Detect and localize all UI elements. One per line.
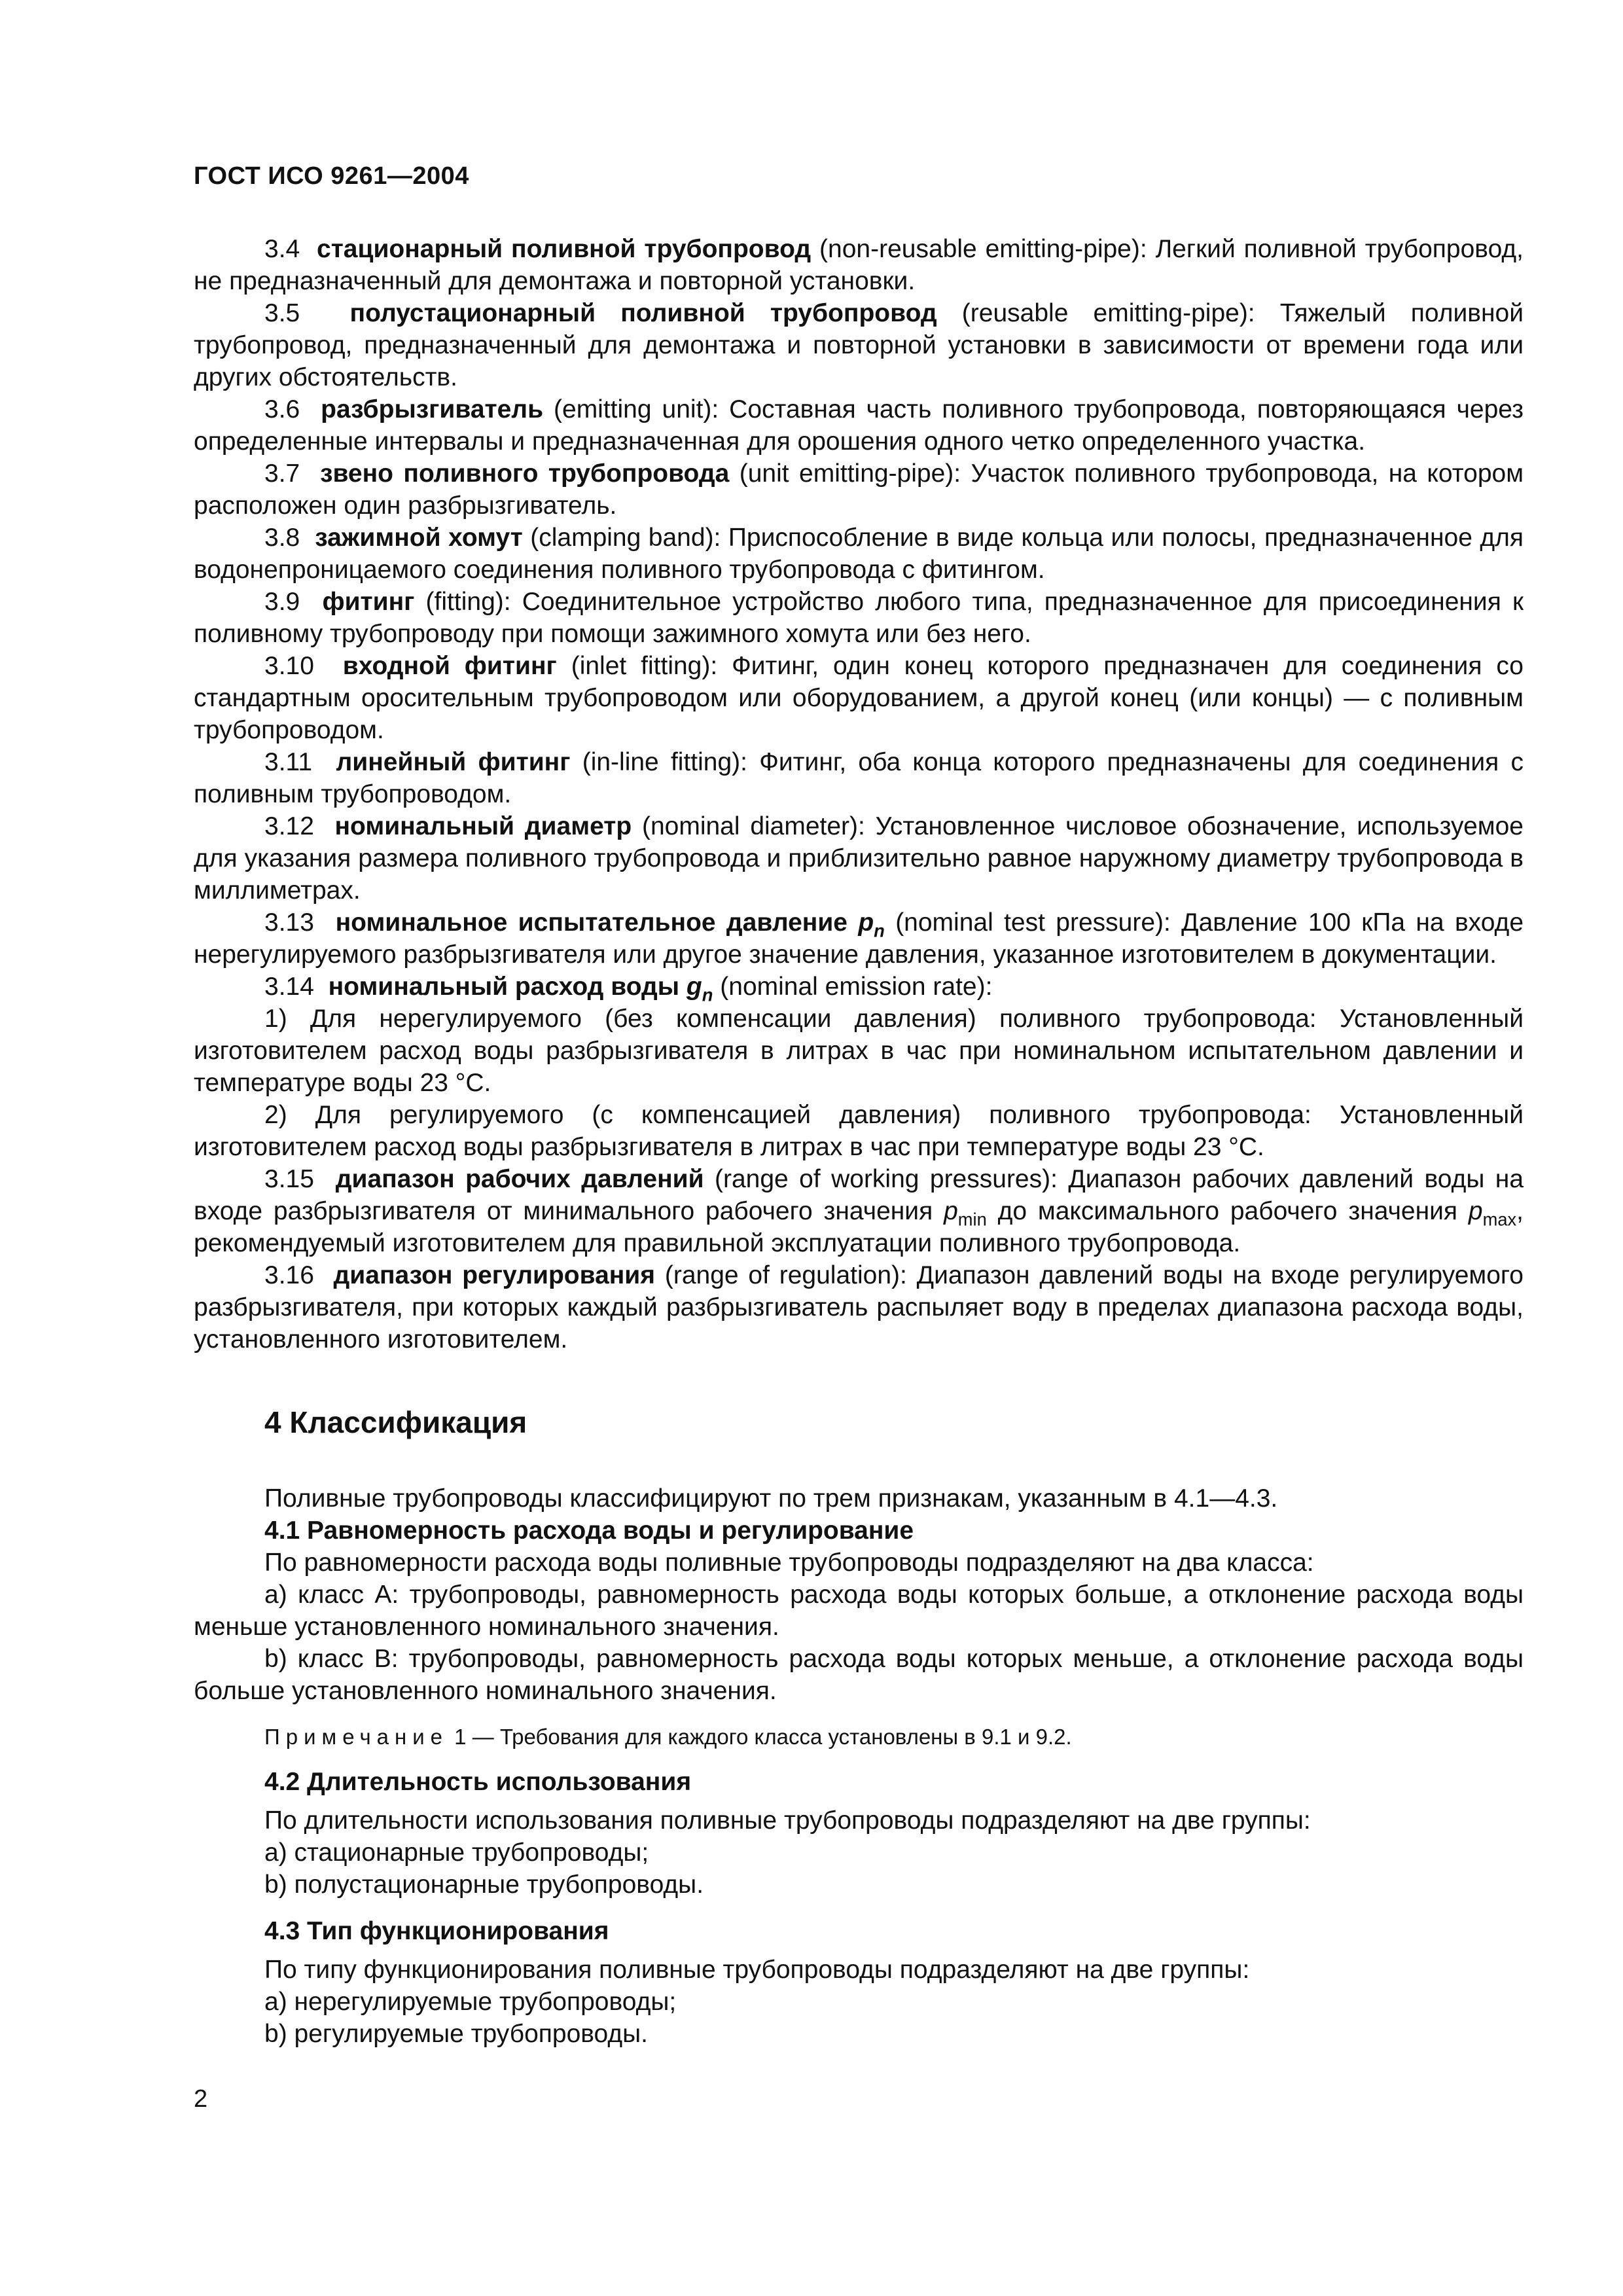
subsection-title-4-3: 4.3 Тип функционирования xyxy=(264,1917,609,1945)
definition-text: до максимального рабочего значения xyxy=(986,1197,1469,1225)
list-item: а) стационарные трубопроводы; xyxy=(264,1839,649,1867)
body-text xyxy=(194,233,1524,2050)
term: полустационарный поливной трубопровод xyxy=(349,299,937,327)
definition-text: (clamping band): Приспособление в виде кольца или полосы, предназначенное для водонепроницаемого соединения поливного трубопровода с фитингом. xyxy=(194,524,1524,584)
clause-number: 3.10 xyxy=(264,652,314,680)
symbol-subscript: max xyxy=(1482,1209,1517,1230)
definition-3-14-item-2: 2) Для регулируемого (с компенсацией давления) поливного трубопровода: Установленный изготовителем расход воды разбрызгивателя в литрах в час при температуре воды 23 °С. xyxy=(194,1101,1524,1161)
clause-number: 3.16 xyxy=(264,1261,314,1289)
term: входной фитинг xyxy=(342,652,557,680)
page-number: 2 xyxy=(194,2085,208,2113)
definition-3-8 xyxy=(194,522,1524,586)
paragraph: По длительности использования поливные трубопроводы подразделяют на две группы: xyxy=(264,1806,1311,1835)
clause-number: 3.5 xyxy=(264,299,300,327)
list-item: b) полустационарные трубопроводы. xyxy=(264,1871,704,1899)
definition-3-10 xyxy=(194,650,1524,746)
definition-text: (reusable emitting-pipe): Тяжелый поливной трубопровод, предназначенный для демонтажа и повторной установки в зависимости от времени года или других обстоятельств. xyxy=(194,299,1524,391)
term: диапазон рабочих давлений xyxy=(335,1165,704,1193)
definition-text: (inlet fitting): Фитинг, один конец которого предназначен для соединения со стандартным оросительным трубопроводом или оборудованием, а другой конец (или концы) — с поливным трубопроводом. xyxy=(194,652,1524,744)
symbol: p xyxy=(944,1197,958,1225)
clause-number: 3.7 xyxy=(264,459,300,488)
term: диапазон регулирования xyxy=(333,1261,656,1289)
definition-3-14 xyxy=(194,971,1524,1003)
definition-3-6 xyxy=(194,393,1524,457)
definition-3-15 xyxy=(194,1163,1524,1259)
term: фитинг xyxy=(322,588,415,616)
definition-text: (nominal emission rate): xyxy=(713,973,993,1001)
clause-number: 3.6 xyxy=(264,395,300,423)
symbol-subscript: n xyxy=(874,920,885,941)
paragraph: По равномерности расхода воды поливные трубопроводы подразделяют на два класса: xyxy=(264,1549,1314,1577)
definition-3-7 xyxy=(194,457,1524,522)
paragraph: По типу функционирования поливные трубопроводы подразделяют на две группы: xyxy=(264,1956,1250,1984)
definition-text: (fitting): Соединительное устройство любого типа, предназначенное для присоединения к поливному трубопроводу при помощи зажимного хомута или без него. xyxy=(194,588,1524,648)
symbol: g xyxy=(686,973,702,1001)
definition-text: (nominal test pressure): Давление 100 кПа на входе нерегулируемого разбрызгивателя или другое значение давления, указанное изготовителем в документации. xyxy=(194,908,1524,969)
definition-text: (non-reusable emitting-pipe): Легкий поливной трубопровод, не предназначенный для демонтажа и повторной установки. xyxy=(194,235,1524,295)
clause-number: 3.4 xyxy=(264,235,300,263)
list-item: b) регулируемые трубопроводы. xyxy=(264,2020,648,2048)
term: стационарный поливной трубопровод xyxy=(317,235,812,263)
note-label: Примечание xyxy=(264,1725,449,1749)
definition-text: (in-line fitting): Фитинг, оба конца которого предназначены для соединения с поливным трубопроводом. xyxy=(194,748,1524,808)
definition-text: , рекомендуемый изготовителем для правильной эксплуатации поливного трубопровода. xyxy=(194,1197,1524,1257)
definition-text: (nominal diameter): Установленное числовое обозначение, используемое для указания размера поливного трубопровода и приблизительно равное наружному диаметру трубопровода в миллиметрах. xyxy=(194,812,1524,905)
term: разбрызгиватель xyxy=(321,395,544,423)
definition-text: (range of regulation): Диапазон давлений воды на входе регулируемого разбрызгивателя, при которых каждый разбрызгиватель распыляет воду в пределах диапазона расхода воды, установленного изготовителем. xyxy=(194,1261,1524,1354)
term: номинальное испытательное давление xyxy=(335,908,847,937)
definition-text: (range of working pressures): Диапазон рабочих давлений воды на входе разбрызгивателя от минимального рабочего значения xyxy=(194,1165,1524,1225)
clause-number: 3.14 xyxy=(264,973,314,1001)
symbol-subscript: n xyxy=(702,984,713,1005)
clause-number: 3.15 xyxy=(264,1165,314,1193)
term: линейный фитинг xyxy=(336,748,571,776)
term: звено поливного трубопровода xyxy=(320,459,730,488)
definition-3-12 xyxy=(194,810,1524,906)
clause-number: 3.9 xyxy=(264,588,300,616)
definition-3-14-item-1: 1) Для нерегулируемого (без компенсации давления) поливного трубопровода: Установленный изготовителем расход воды разбрызгивателя в литрах в час при номинальном испытательном давлении и температуре воды 23 °С. xyxy=(194,1005,1524,1097)
definition-3-4 xyxy=(194,233,1524,297)
definition-text: (unit emitting-pipe): Участок поливного трубопровода, на котором расположен один разбрызгиватель. xyxy=(194,459,1524,520)
symbol: p xyxy=(858,908,874,937)
symbol: p xyxy=(1468,1197,1483,1225)
definition-text: (emitting unit): Составная часть поливного трубопровода, повторяющаяся через определенные интервалы и предназначенная для орошения одного четко определенного участка. xyxy=(194,395,1524,456)
symbol-subscript: min xyxy=(957,1209,987,1230)
section-heading: 4 Классификация xyxy=(264,1405,527,1439)
definition-3-13 xyxy=(194,906,1524,971)
clause-number: 3.13 xyxy=(264,908,314,937)
term: номинальный диаметр xyxy=(334,812,632,840)
note-text: 1 — Требования для каждого класса установлены в 9.1 и 9.2. xyxy=(448,1725,1072,1749)
subsection-title-4-1: 4.1 Равномерность расхода воды и регулирование xyxy=(264,1516,914,1545)
list-item: b) класс В: трубопроводы, равномерность расхода воды которых меньше, а отклонение расхода воды больше установленного номинального значения. xyxy=(194,1645,1524,1705)
list-item: а) нерегулируемые трубопроводы; xyxy=(264,1988,677,2016)
clause-number: 3.12 xyxy=(264,812,314,840)
subsection-title-4-2: 4.2 Длительность использования xyxy=(264,1768,692,1796)
definition-3-16 xyxy=(194,1259,1524,1355)
list-item: а) класс А: трубопроводы, равномерность расхода воды которых больше, а отклонение расхода воды меньше установленного номинального значения. xyxy=(194,1581,1524,1641)
term: зажимной хомут xyxy=(315,524,523,552)
definition-3-9 xyxy=(194,586,1524,650)
term: номинальный расход воды xyxy=(328,973,680,1001)
section-intro: Поливные трубопроводы классифицируют по трем признакам, указанным в 4.1—4.3. xyxy=(264,1484,1278,1513)
clause-number: 3.11 xyxy=(264,748,313,776)
note xyxy=(194,1723,1524,1751)
document-header: ГОСТ ИСО 9261—2004 xyxy=(194,162,469,190)
clause-number: 3.8 xyxy=(264,524,300,552)
definition-3-5 xyxy=(194,297,1524,393)
definition-3-11 xyxy=(194,746,1524,810)
